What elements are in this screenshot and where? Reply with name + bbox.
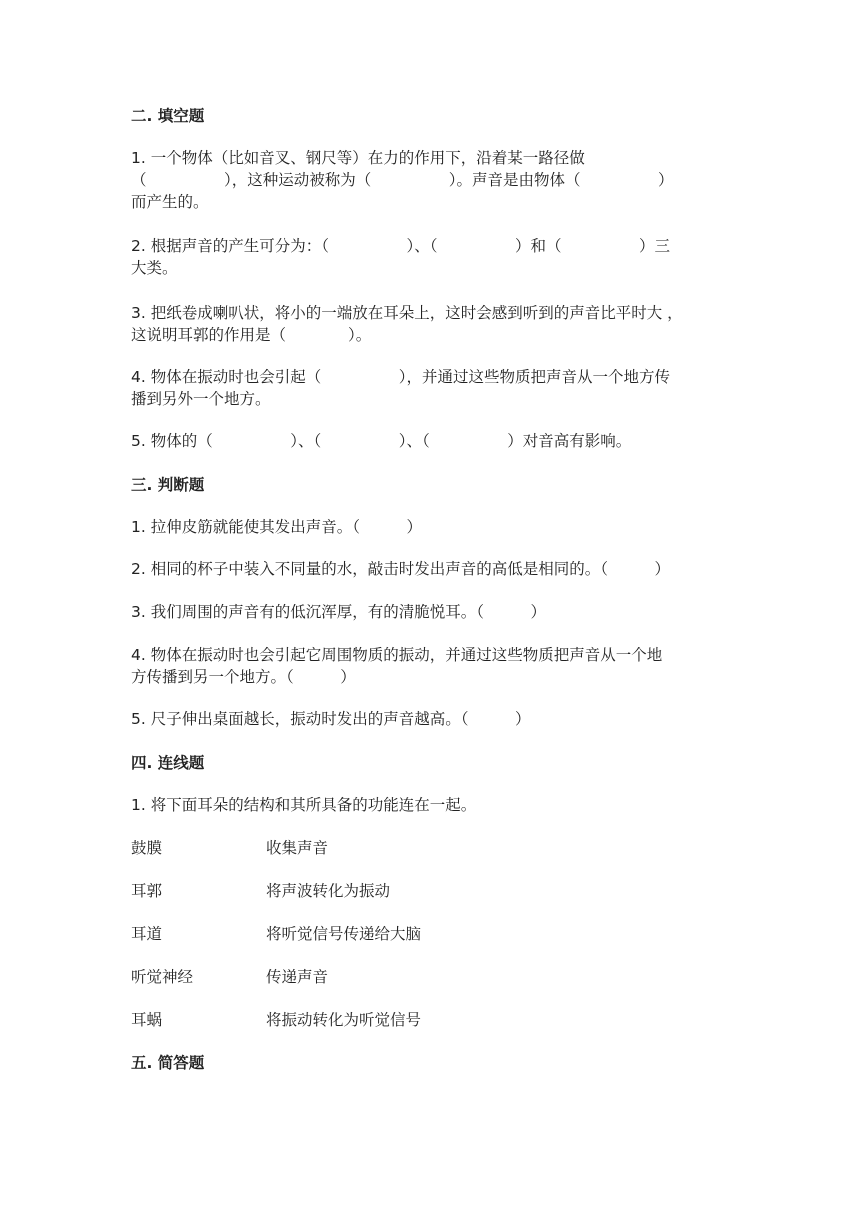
match-right-item: 将听觉信号传递给大脑 [266,925,422,943]
section-heading-short-answer: 五. 简答题 [131,1054,205,1072]
match-right-item: 收集声音 [266,839,329,857]
fill-q3-line2: 这说明耳郭的作用是（ ）。 [131,326,372,344]
fill-q4-line2: 播到另外一个地方。 [131,390,271,408]
fill-q2-line1: 2. 根据声音的产生可分为：（ ）、（ ）和（ ）三 [131,237,670,255]
judge-q3: 3. 我们周围的声音有的低沉浑厚，有的清脆悦耳。（ ） [131,603,546,621]
section-heading-judgement: 三. 判断题 [131,476,205,494]
match-left-item: 耳蜗 [131,1011,163,1029]
judge-q4-line2: 方传播到另一个地方。（ ） [131,668,356,686]
judge-q4-line1: 4. 物体在振动时也会引起它周围物质的振动，并通过这些物质把声音从一个地 [131,646,663,664]
section-heading-matching: 四. 连线题 [131,754,205,772]
judge-q2: 2. 相同的杯子中装入不同量的水，敲击时发出声音的高低是相同的。（ ） [131,560,670,578]
fill-q1-line2: （ ），这种运动被称为（ ）。声音是由物体（ ） [131,171,674,189]
match-left-item: 耳道 [131,925,163,943]
match-right-item: 将振动转化为听觉信号 [266,1011,422,1029]
match-left-item: 鼓膜 [131,839,163,857]
fill-q1-line1: 1. 一个物体（比如音叉、钢尺等）在力的作用下，沿着某一路径做 [131,149,585,167]
match-right-item: 传递声音 [266,968,329,986]
fill-q4-line1: 4. 物体在振动时也会引起（ ），并通过这些物质把声音从一个地方传 [131,368,670,386]
judge-q5: 5. 尺子伸出桌面越长，振动时发出的声音越高。（ ） [131,710,531,728]
match-q1: 1. 将下面耳朵的结构和其所具备的功能连在一起。 [131,796,477,814]
match-right-item: 将声波转化为振动 [266,882,391,900]
match-left-item: 听觉神经 [131,968,194,986]
judge-q1: 1. 拉伸皮筋就能使其发出声音。（ ） [131,518,422,536]
fill-q5-line1: 5. 物体的（ ）、（ ）、（ ）对音高有影响。 [131,432,632,450]
fill-q3-line1: 3. 把纸卷成喇叭状，将小的一端放在耳朵上，这时会感到听到的声音比平时大 ， [131,304,683,322]
fill-q2-line2: 大类。 [131,259,178,277]
fill-q1-line3: 而产生的。 [131,193,209,211]
section-heading-fill-in: 二. 填空题 [131,107,205,125]
match-left-item: 耳郭 [131,882,163,900]
